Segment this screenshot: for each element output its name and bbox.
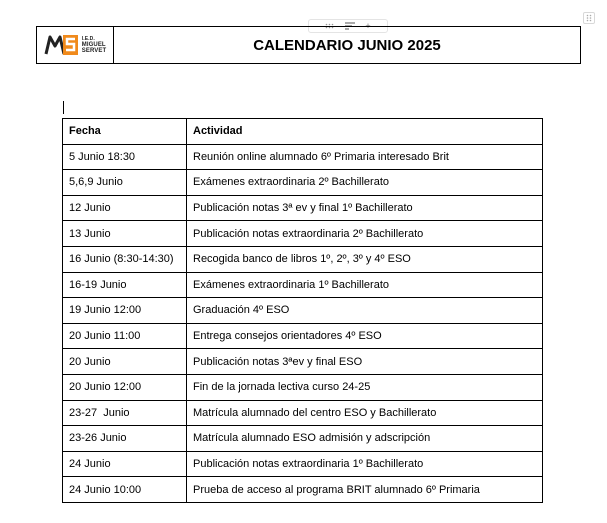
header-table	[36, 26, 581, 64]
table-row	[63, 400, 543, 426]
table-row	[63, 246, 543, 272]
school-logo-icon	[44, 32, 80, 58]
table-row	[63, 374, 543, 400]
calendar-table	[62, 118, 543, 503]
calendar-table-body	[63, 144, 543, 502]
date-cell[interactable]: 24 Junio 10:00	[63, 477, 187, 503]
activity-cell[interactable]: Fin de la jornada lectiva curso 24-25	[187, 374, 543, 400]
date-cell[interactable]: 16-19 Junio	[63, 272, 187, 298]
table-row	[63, 221, 543, 247]
activity-cell[interactable]: Exámenes extraordinaria 2º Bachillerato	[187, 170, 543, 196]
activity-cell[interactable]: Graduación 4º ESO	[187, 298, 543, 324]
date-cell[interactable]: 19 Junio 12:00	[63, 298, 187, 324]
date-cell[interactable]: 24 Junio	[63, 451, 187, 477]
activity-cell[interactable]: Reunión online alumnado 6º Primaria interesado Brit	[187, 144, 543, 170]
activity-cell[interactable]: Recogida banco de libros 1º, 2º, 3º y 4º ESO	[187, 246, 543, 272]
activity-cell[interactable]: Publicación notas 3ª ev y final 1º Bachillerato	[187, 195, 543, 221]
date-cell[interactable]: 5,6,9 Junio	[63, 170, 187, 196]
school-logo	[44, 32, 107, 58]
logo-cell	[37, 27, 114, 63]
date-cell[interactable]: 20 Junio 11:00	[63, 323, 187, 349]
table-row	[63, 323, 543, 349]
activity-cell[interactable]: Exámenes extraordinaria 1º Bachillerato	[187, 272, 543, 298]
logo-text-line3: SERVET	[81, 48, 107, 54]
date-cell[interactable]: 12 Junio	[63, 195, 187, 221]
column-header-date[interactable]: Fecha	[63, 119, 187, 145]
table-row	[63, 426, 543, 452]
grip-icon	[586, 14, 592, 22]
date-cell[interactable]: 13 Junio	[63, 221, 187, 247]
activity-cell[interactable]: Prueba de acceso al programa BRIT alumnado 6º Primaria	[187, 477, 543, 503]
date-cell[interactable]: 23-27 Junio	[63, 400, 187, 426]
activity-cell[interactable]: Entrega consejos orientadores 4º ESO	[187, 323, 543, 349]
table-row	[63, 170, 543, 196]
table-row	[63, 272, 543, 298]
date-cell[interactable]: 16 Junio (8:30-14:30)	[63, 246, 187, 272]
text-cursor	[63, 101, 64, 114]
table-row	[63, 349, 543, 375]
activity-cell[interactable]: Publicación notas extraordinaria 1º Bachillerato	[187, 451, 543, 477]
activity-cell[interactable]: Publicación notas extraordinaria 2º Bachillerato	[187, 221, 543, 247]
date-cell[interactable]: 20 Junio	[63, 349, 187, 375]
activity-cell[interactable]: Matrícula alumnado ESO admisión y adscripción	[187, 426, 543, 452]
date-cell[interactable]: 20 Junio 12:00	[63, 374, 187, 400]
table-header-row	[63, 119, 543, 145]
date-cell[interactable]: 5 Junio 18:30	[63, 144, 187, 170]
table-move-handle[interactable]	[583, 12, 595, 24]
date-cell[interactable]: 23-26 Junio	[63, 426, 187, 452]
table-row	[63, 477, 543, 503]
table-row	[63, 451, 543, 477]
column-header-activity[interactable]: Actividad	[187, 119, 543, 145]
logo-text	[82, 36, 107, 54]
table-row	[63, 144, 543, 170]
add-column-icon[interactable]: +	[365, 21, 371, 31]
activity-cell[interactable]: Matrícula alumnado del centro ESO y Bachillerato	[187, 400, 543, 426]
table-row	[63, 195, 543, 221]
logo-text-line2: MIGUEL	[81, 42, 106, 48]
activity-cell[interactable]: Publicación notas 3ªev y final ESO	[187, 349, 543, 375]
logo-text-line1: I.E.D.	[81, 36, 95, 42]
page-title[interactable]: CALENDARIO JUNIO 2025	[253, 36, 441, 54]
table-row	[63, 298, 543, 324]
